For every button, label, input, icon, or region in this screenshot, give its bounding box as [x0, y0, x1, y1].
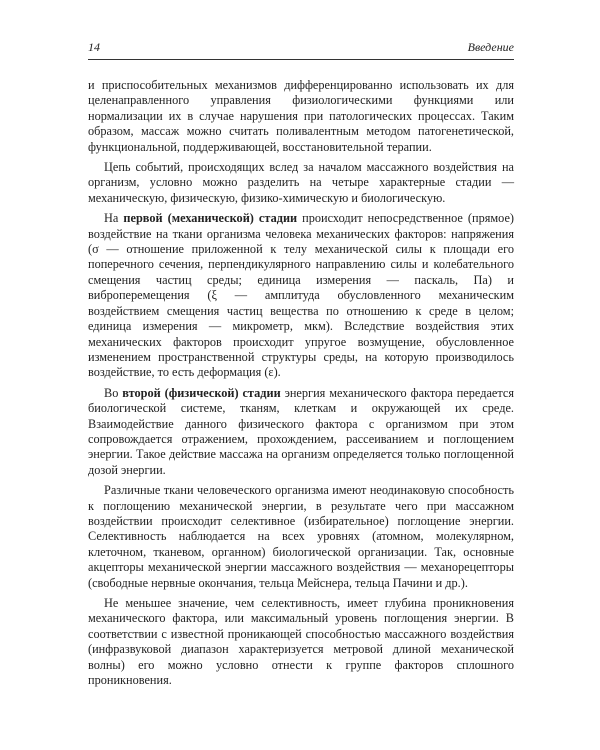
paragraph-continuation: и приспособительных механизмов дифференцированно использовать их для целенаправленного управления физиологическими функциями или нормализации их в случае нарушения при патологических процессах. Таким образом, массаж можно считать поливалентным методом патогенетической, функциональной, поддерживающей, восстановительной терапии. — [88, 78, 514, 154]
physical-stage-term: второй (физической) стадии — [122, 385, 281, 400]
running-header — [88, 40, 514, 60]
book-page — [88, 40, 514, 693]
paragraph-mechanical-stage — [88, 211, 514, 380]
body-text — [88, 78, 514, 688]
section-title: Введение — [467, 40, 514, 54]
paragraph-body: энергия механического фактора передается биологической системе, тканям, клеткам и окружающей их среде. Взаимодействие данного физического фактора с организмом при этом сопровождается отражением, прохождением, рассеиванием и поглощением энергии. Такое действие массажа на организм определяется только поглощенной дозой энергии. — [88, 385, 514, 477]
paragraph-prefix: На — [104, 211, 124, 226]
paragraph-selectivity: Различные ткани человеческого организма имеют неодинаковую способность к поглощению механической энергии, в результате чего при массажном воздействии происходит селективное (избирательное) поглощение энергии. Селективность наблюдается на всех уровнях (атомном, молекулярном, клеточном, тканевом, органном) биологической организации. Так, основные акцепторы механической энергии массажного воздействия — механорецепторы (свободные нервные окончания, тельца Мейснера, тельца Пачини и др.). — [88, 483, 514, 590]
paragraph-physical-stage — [88, 386, 514, 478]
paragraph-prefix: Во — [104, 385, 123, 400]
page-number: 14 — [88, 40, 100, 54]
mechanical-stage-term: первой (механической) стадии — [123, 211, 298, 226]
paragraph-stages-intro: Цепь событий, происходящих вслед за началом массажного воздействия на организм, условно можно разделить на четыре характерные стадии — механическую, физическую, физико-химическую и биологическую. — [88, 160, 514, 205]
paragraph-body: происходит непосредственное (прямое) воздействие на ткани организма человека механических факторов: напряжения (σ — отношение приложенной к телу механической силы к площади его поперечного сечения, перпендикулярного направлению силы и колебательного смещения частиц среды; единица измерения — паскаль, Па) и виброперемещения (ξ — амплитуда обусловленного механическим воздействием смещения частиц вещества по отношению к среде в целом; единица измерения — микрометр, мкм). Вследствие воздействия этих механических факторов происходит упругое возмущение, обусловленное изменением пространственной структуры среды, на которую производилось воздействие, то есть деформация (ε). — [88, 211, 515, 380]
paragraph-penetration-depth: Не меньшее значение, чем селективность, имеет глубина проникновения механического фактора, или максимальный уровень поглощения энергии. В соответствии с известной проникающей способностью массажного воздействия (инфразвуковой диапазон характеризуется метровой длиной механической волны) его можно условно отнести к группе факторов сплошного проникновения. — [88, 596, 514, 688]
